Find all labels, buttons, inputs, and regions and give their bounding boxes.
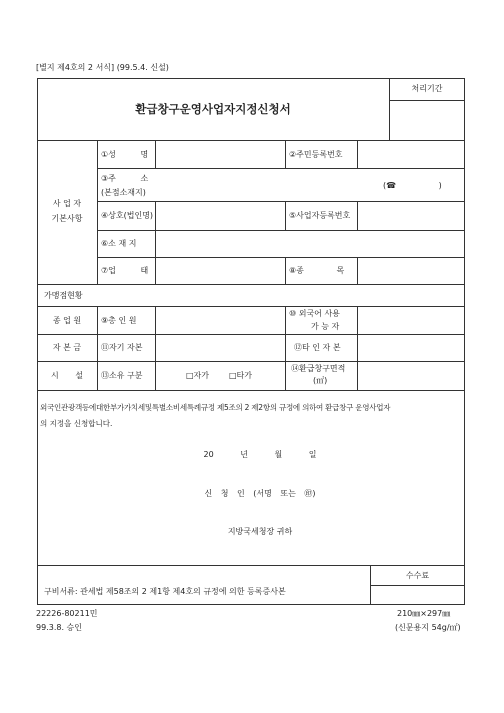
refund-area-label: ⑭환급창구면적 xyxy=(291,364,346,373)
rrn-field[interactable] xyxy=(358,141,464,167)
address-label: ③주 소 xyxy=(101,174,149,183)
biz-reg-label: ⑤사업자등록번호 xyxy=(289,211,351,220)
foreign-speakers-label: ⑩ 외국어 사용 xyxy=(289,309,340,318)
facility-label: 시 설 xyxy=(51,371,83,380)
applicant-signature: 신 청 인 (서명 또는 ㊞) xyxy=(204,489,316,498)
processing-period-label: 처리기간 xyxy=(411,84,443,93)
business-type-field[interactable] xyxy=(156,258,284,283)
other-capital-field[interactable] xyxy=(358,335,464,360)
business-type-label: ⑦업 태 xyxy=(101,266,149,275)
trade-name-field[interactable] xyxy=(156,202,284,229)
rrn-label: ②주민등록번호 xyxy=(289,150,343,159)
capital-label: 자 본 금 xyxy=(52,343,82,352)
paper-type: (신문용지 54g/㎡) xyxy=(395,623,461,632)
total-employees-label: ⑨총 인 원 xyxy=(101,316,137,325)
application-date: 20 년 월 일 xyxy=(203,450,317,459)
paper-size: 210㎜×297㎜ xyxy=(397,609,451,618)
trade-name-label: ④상호(법인명) xyxy=(101,211,154,220)
rented-premises-checkbox[interactable]: □타가 xyxy=(229,371,253,380)
required-documents: 구비서류: 관세법 제58조의 2 제1항 제4호의 규정에 의한 등록증사본 xyxy=(44,587,286,596)
foreign-speakers-label-2: 가 능 자 xyxy=(311,322,340,331)
declaration-text-2: 의 지정을 신청합니다. xyxy=(40,419,113,428)
name-field[interactable] xyxy=(156,141,284,167)
form-code: 22226-80211민 xyxy=(36,609,98,618)
location-field[interactable] xyxy=(156,231,464,256)
applicant-section-label: 사 업 자 xyxy=(52,199,82,208)
form-number-note: [별지 제4호의 2 서식] (99.5.4. 신설) xyxy=(36,63,169,72)
fee-field[interactable] xyxy=(371,586,464,604)
biz-reg-field[interactable] xyxy=(358,202,464,229)
business-item-field[interactable] xyxy=(358,258,464,283)
location-label: ⑥소 재 지 xyxy=(101,239,137,248)
ownership-label: ⑬소유 구분 xyxy=(101,371,143,380)
approval-date: 99.3.8. 승인 xyxy=(36,623,82,632)
recipient: 지방국세청장 귀하 xyxy=(227,527,293,536)
total-employees-field[interactable] xyxy=(156,307,284,333)
refund-area-unit: (㎡) xyxy=(313,376,328,385)
own-capital-label: ⑪자기 자본 xyxy=(101,343,143,352)
affiliates-field[interactable] xyxy=(98,285,464,305)
business-item-label: ⑧종 목 xyxy=(289,266,345,275)
phone-label: (☎ ) xyxy=(383,181,442,190)
applicant-section-label-2: 기본사항 xyxy=(51,214,83,223)
fee-label: 수수료 xyxy=(405,571,430,580)
refund-area-field[interactable] xyxy=(358,362,464,389)
address-label-sub: (본점소재지) xyxy=(101,188,146,197)
form-title: 환급창구운영사업자지정신청서 xyxy=(135,102,291,116)
employees-label: 종 업 원 xyxy=(52,316,82,325)
foreign-speakers-field[interactable] xyxy=(358,307,464,333)
name-label: ①성 명 xyxy=(101,150,149,159)
processing-period-value[interactable] xyxy=(390,101,464,139)
own-premises-checkbox[interactable]: □자가 xyxy=(186,371,210,380)
declaration-text: 외국인관광객등에대한부가가치세및특별소비세특례규정 제5조의 2 제2항의 규정에 의하여 환급창구 운영사업자 xyxy=(40,403,391,412)
other-capital-label: ⑫타 인 자 본 xyxy=(294,343,341,352)
own-capital-field[interactable] xyxy=(156,335,284,360)
affiliates-label: 가맹점현황 xyxy=(44,291,83,300)
